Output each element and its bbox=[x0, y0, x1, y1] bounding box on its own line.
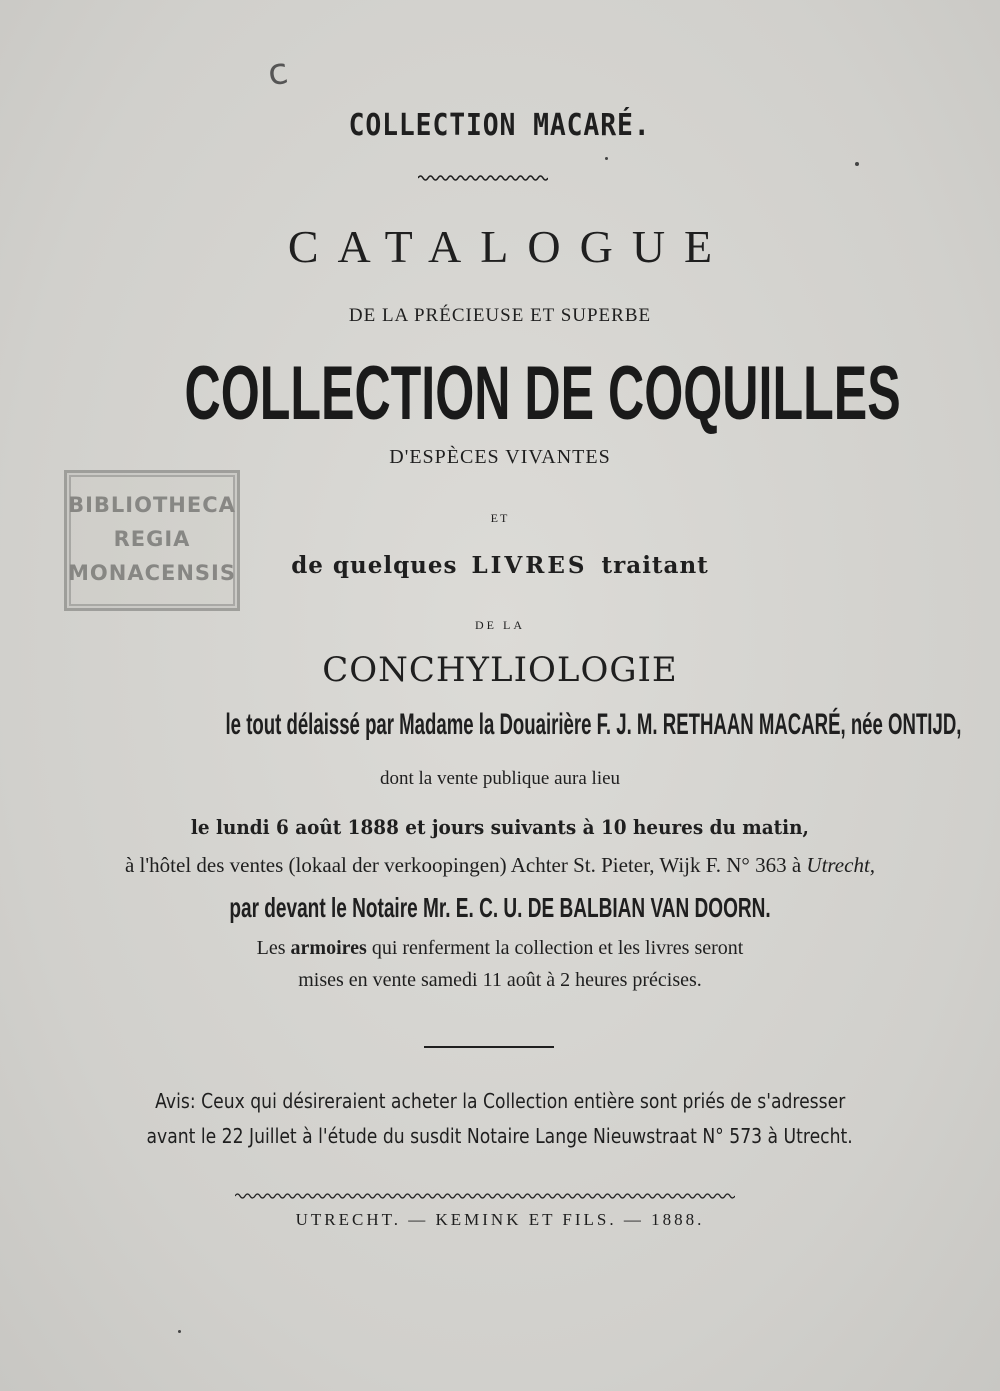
notice-line-1 bbox=[0, 1089, 1000, 1113]
main-title-line bbox=[0, 350, 1000, 437]
notary-line bbox=[0, 892, 1000, 924]
subtitle-precieuse: DE LA PRÉCIEUSE ET SUPERBE bbox=[348, 305, 652, 326]
place-line bbox=[0, 853, 1000, 878]
stamp-line-3: MONACENSIS bbox=[68, 561, 236, 585]
collection-heading: COLLECTION MACARÉ. bbox=[349, 108, 651, 143]
owner-line bbox=[0, 708, 1000, 742]
main-title: COLLECTION DE COQUILLES bbox=[184, 351, 901, 436]
wavy-ornament-bottom bbox=[235, 1191, 735, 1201]
notice-text-2: avant le 22 Juillet à l'étude du susdit Notaire Lange Nieuwstraat N° 573 à Utrecht. bbox=[146, 1124, 854, 1148]
collection-heading-line bbox=[0, 108, 1000, 143]
dela-line bbox=[0, 614, 1000, 633]
date-line bbox=[0, 815, 1000, 839]
owner-text: le tout délaissé par Madame la Douairière F. J. M. RETHAAN MACARÉ, née ONTIJD, bbox=[225, 708, 962, 741]
imprint-text: UTRECHT. — KEMINK ET FILS. — 1888. bbox=[295, 1210, 705, 1229]
ink-speck bbox=[605, 157, 608, 160]
armoires-line-2 bbox=[0, 969, 1000, 992]
subtitle-line-2 bbox=[0, 446, 1000, 469]
livres-pre: de quelques bbox=[291, 552, 458, 579]
place-city: Utrecht, bbox=[806, 853, 876, 877]
armoires-word: armoires bbox=[290, 937, 367, 959]
subject-title: CONCHYLIOLOGIE bbox=[322, 650, 678, 690]
notary-text: par devant le Notaire Mr. E. C. U. DE BALBIAN VAN DOORN. bbox=[229, 892, 771, 923]
place-text: à l'hôtel des ventes (lokaal der verkoopingen) Achter St. Pieter, Wijk F. N° 363 à bbox=[124, 853, 802, 877]
ink-speck bbox=[178, 1330, 181, 1333]
sale-text: dont la vente publique aura lieu bbox=[379, 768, 621, 789]
dela-words: DE LA bbox=[475, 618, 525, 632]
sale-line bbox=[0, 768, 1000, 790]
catalogue-title-line bbox=[0, 220, 1000, 273]
notice-line-2 bbox=[0, 1124, 1000, 1148]
armoires-post: qui renferment la collection et les livres seront bbox=[371, 937, 744, 959]
ink-speck bbox=[855, 162, 859, 166]
divider-rule bbox=[424, 1046, 554, 1048]
imprint-line bbox=[0, 1210, 1000, 1230]
catalogue-title: CATALOGUE bbox=[287, 221, 732, 272]
et-word: ET bbox=[490, 511, 510, 525]
pencil-mark: c bbox=[265, 50, 291, 95]
subtitle-line-1 bbox=[0, 305, 1000, 327]
library-stamp bbox=[64, 470, 240, 611]
livres-post: traitant bbox=[601, 552, 709, 579]
armoires-line2-text: mises en vente samedi 11 août à 2 heures précises. bbox=[298, 969, 702, 991]
notice-text-1: Avis: Ceux qui désireraient acheter la Collection entière sont priés de s'adresser bbox=[154, 1089, 846, 1113]
subtitle-especes: D'ESPÈCES VIVANTES bbox=[389, 446, 611, 468]
livres-word: LIVRES bbox=[471, 552, 588, 579]
wavy-ornament-top bbox=[418, 173, 548, 183]
subject-line bbox=[0, 650, 1000, 690]
stamp-line-2: REGIA bbox=[113, 527, 191, 551]
armoires-pre: Les bbox=[256, 937, 286, 959]
stamp-line-1: BIBLIOTHECA bbox=[68, 493, 236, 517]
armoires-line-1 bbox=[0, 937, 1000, 960]
date-text: le lundi 6 août 1888 et jours suivants à 10 heures du matin, bbox=[190, 815, 810, 839]
